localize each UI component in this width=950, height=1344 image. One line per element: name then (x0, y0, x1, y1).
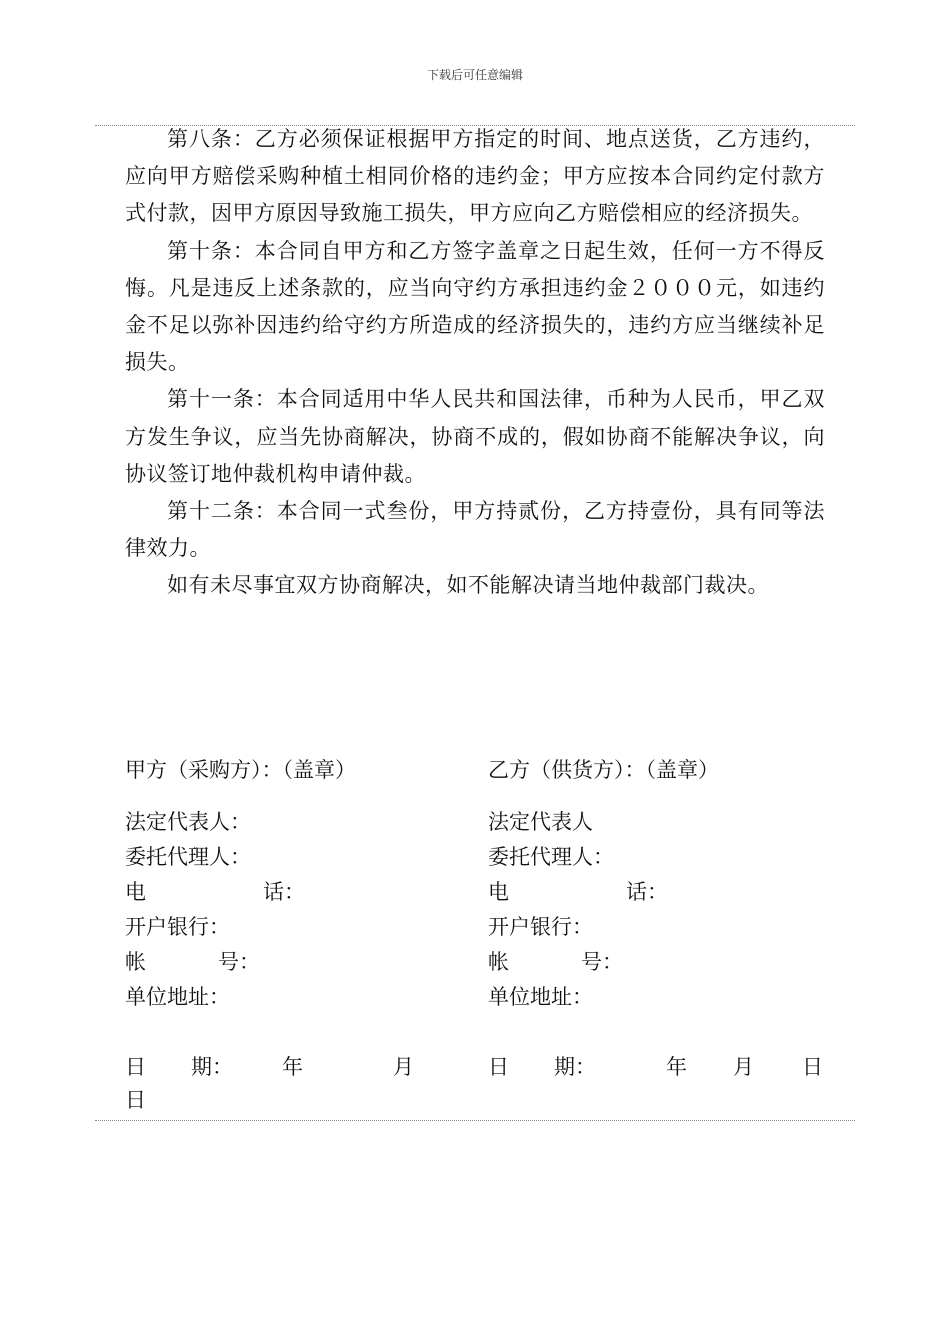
party-b-date-day: 日 (802, 1055, 823, 1079)
party-b-bank: 开户银行： (488, 915, 593, 939)
footer-divider (95, 1120, 855, 1121)
party-b-date-label-1: 日 (488, 1055, 509, 1079)
article-12: 第十二条：本合同一式叁份，甲方持贰份，乙方持壹份，具有同等法律效力。 (125, 499, 825, 561)
article-11: 第十一条：本合同适用中华人民共和国法律，币种为人民币，甲乙双方发生争议，应当先协商解决，协商不成的，假如协商不能解决争议，向协议签订地仲裁机构申请仲裁。 (125, 387, 825, 486)
party-b-account-label-1: 帐 (488, 950, 509, 974)
party-a-date-label-2: 期： (191, 1055, 233, 1079)
party-b-legal-rep: 法定代表人 (488, 810, 593, 834)
party-b-signature-block (488, 753, 828, 1015)
party-b-agent: 委托代理人： (488, 845, 614, 869)
party-a-phone-label-1: 电 (125, 880, 146, 904)
closing-clause: 如有未尽事宜双方协商解决，如不能解决请当地仲裁部门裁决。 (167, 573, 769, 598)
party-b-date-label-2: 期： (554, 1055, 596, 1079)
party-a-phone (125, 875, 305, 910)
party-a-account-label-2: 号： (218, 950, 260, 974)
party-a-date-label-1: 日 (125, 1055, 146, 1079)
party-a-phone-label-2: 话： (263, 880, 305, 904)
party-a-account-label-1: 帐 (125, 950, 146, 974)
article-8: 第八条：乙方必须保证根据甲方指定的时间、地点送货，乙方违约，应向甲方赔偿采购种植土相同价格的违约金；甲方应按本合同约定付款方式付款，因甲方原因导致施工损失，甲方应向乙方赔偿相应的经济损失。 (125, 127, 825, 226)
article-10: 第十条：本合同自甲方和乙方签字盖章之日起生效，任何一方不得反悔。凡是违反上述条款的，应当向守约方承担违约金２０００元，如违约金不足以弥补因违约给守约方所造成的经济损失的，违约方应当继续补足损失。 (125, 238, 825, 375)
party-b-account (488, 945, 623, 980)
party-b-account-label-2: 号： (581, 950, 623, 974)
party-b-date-year: 年 (666, 1055, 687, 1079)
party-b-title: 乙方（供货方）：（盖章） (488, 758, 719, 782)
party-b-date-month: 月 (733, 1055, 754, 1079)
party-a-date-row (125, 1050, 425, 1084)
party-a-date-month: 月 (393, 1055, 414, 1079)
party-a-date-day: 日 (125, 1088, 146, 1112)
party-a-agent: 委托代理人： (125, 845, 251, 869)
party-a-title: 甲方（采购方）：（盖章） (125, 758, 356, 782)
party-b-address: 单位地址： (488, 985, 593, 1009)
page-header-note: 下载后可任意编辑 (426, 68, 523, 82)
party-a-date-year: 年 (282, 1055, 303, 1079)
contract-body (125, 121, 825, 605)
party-a-bank: 开户银行： (125, 915, 230, 939)
party-a-account (125, 945, 260, 980)
party-b-phone-label-2: 话： (626, 880, 668, 904)
party-b-date-row (488, 1050, 828, 1084)
party-a-address: 单位地址： (125, 985, 230, 1009)
party-a-legal-rep: 法定代表人： (125, 810, 251, 834)
party-b-phone (488, 875, 668, 910)
party-a-signature-block (125, 753, 465, 1015)
party-b-phone-label-1: 电 (488, 880, 509, 904)
